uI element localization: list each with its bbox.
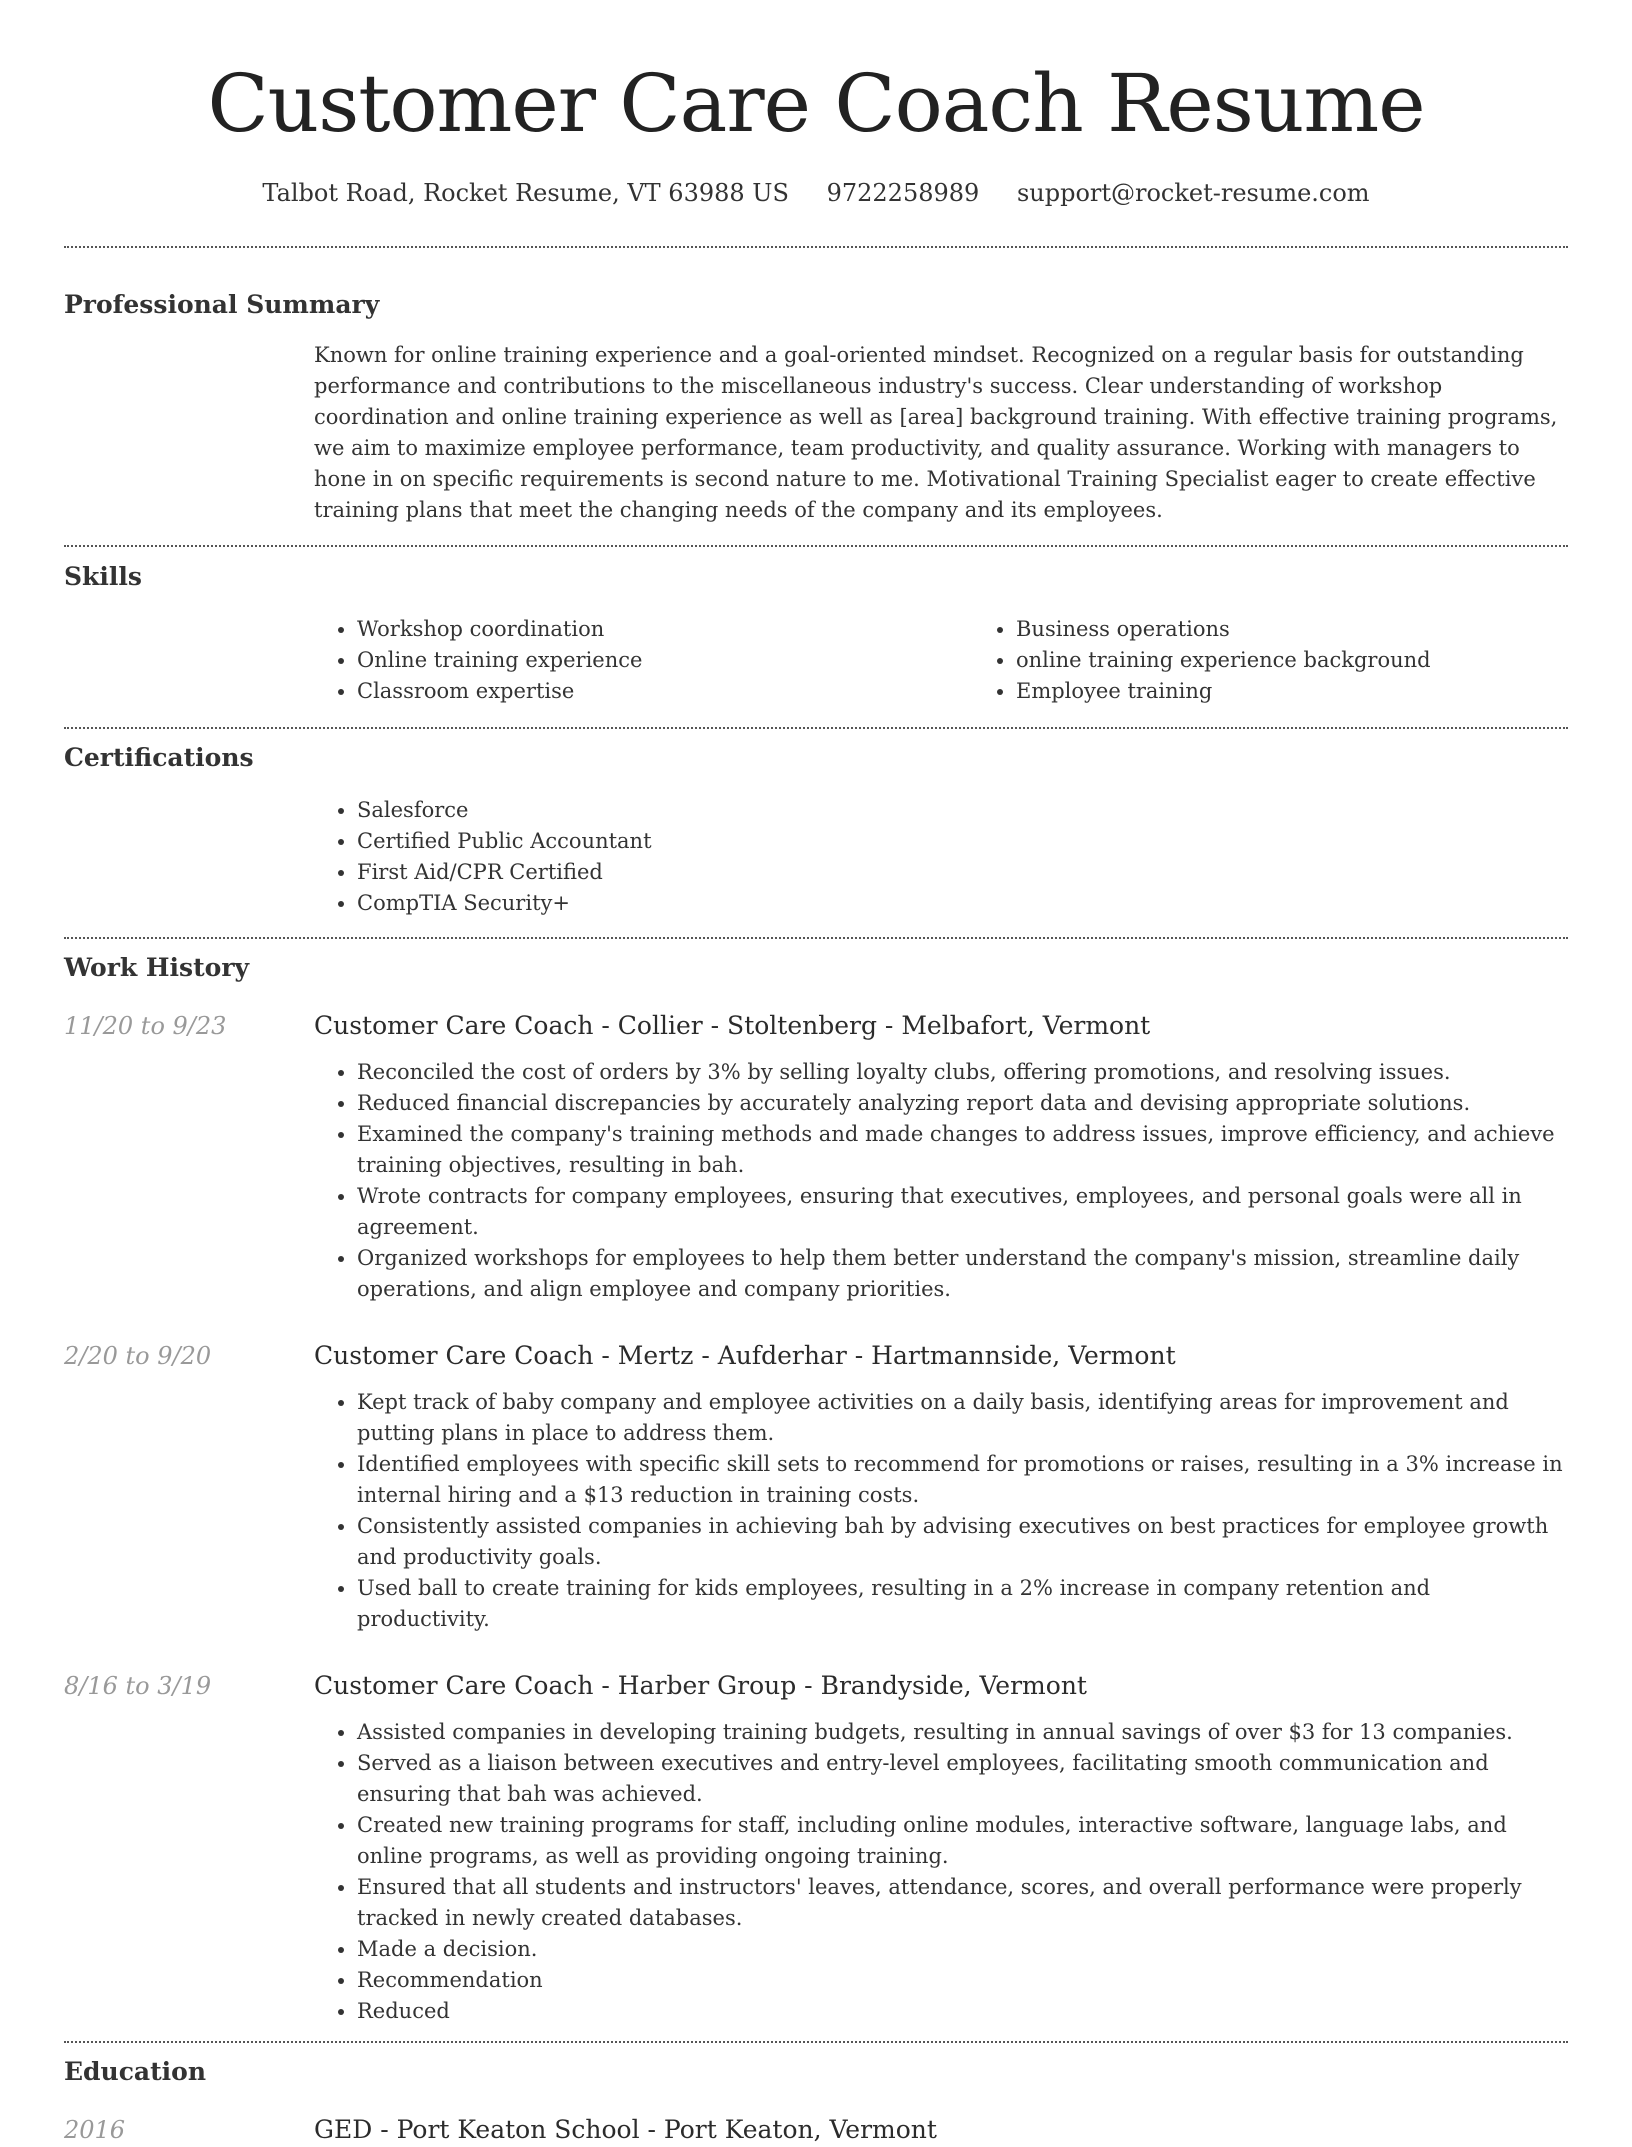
skills-heading: Skills bbox=[64, 562, 142, 591]
contact-address: Talbot Road, Rocket Resume, VT 63988 US bbox=[262, 179, 789, 207]
certifications-heading: Certifications bbox=[64, 743, 254, 772]
job-entry bbox=[64, 1339, 1568, 1373]
job-title: Customer Care Coach - Harber Group - Brandyside, Vermont bbox=[314, 1671, 1087, 1700]
job-entry bbox=[64, 1009, 1568, 1043]
list-item: • Used ball to create training for kids employees, resulting in a 2% increase in company retention and productivity. bbox=[357, 1573, 1568, 1635]
education-date: 2016 bbox=[64, 2116, 126, 2144]
list-item: • Served as a liaison between executives and entry-level employees, facilitating smooth communication and ensuring that bah was achieved. bbox=[357, 1748, 1568, 1810]
list-item: • CompTIA Security+ bbox=[357, 888, 1568, 919]
education-section bbox=[64, 2043, 1568, 2147]
list-item: • Reduced financial discrepancies by accurately analyzing report data and devising appropriate solutions. bbox=[357, 1088, 1568, 1119]
job-entry bbox=[64, 1669, 1568, 1703]
certifications-section bbox=[64, 729, 1568, 919]
list-item: • Classroom expertise bbox=[357, 676, 973, 707]
skills-section bbox=[64, 547, 1568, 707]
job-date: 8/16 to 3/19 bbox=[64, 1672, 212, 1700]
list-item: • Reduced bbox=[357, 1996, 1568, 2027]
work-history-section bbox=[64, 939, 1568, 2027]
list-item: • Organized workshops for employees to help them better understand the company's mission, streamline daily operations, and align employee and company priorities. bbox=[357, 1243, 1568, 1305]
job-date: 2/20 to 9/20 bbox=[64, 1342, 212, 1370]
contact-email: support@rocket-resume.com bbox=[1016, 179, 1370, 207]
job-bullets bbox=[314, 1057, 1568, 1305]
job-bullets bbox=[314, 1717, 1568, 2027]
list-item: • Salesforce bbox=[357, 795, 1568, 826]
education-heading: Education bbox=[64, 2057, 207, 2086]
job-title: Customer Care Coach - Mertz - Aufderhar - Hartmannside, Vermont bbox=[314, 1341, 1176, 1370]
skills-list-left bbox=[314, 614, 973, 707]
list-item: • online training experience background bbox=[1016, 645, 1632, 676]
list-item: • Reconciled the cost of orders by 3% by selling loyalty clubs, offering promotions, and resolving issues. bbox=[357, 1057, 1568, 1088]
job-title: Customer Care Coach - Collier - Stoltenberg - Melbafort, Vermont bbox=[314, 1011, 1151, 1040]
list-item: • Identified employees with specific skill sets to recommend for promotions or raises, resulting in a 3% increase in internal hiring and a $13 reduction in training costs. bbox=[357, 1449, 1568, 1511]
list-item: • Made a decision. bbox=[357, 1934, 1568, 1965]
list-item: • Certified Public Accountant bbox=[357, 826, 1568, 857]
resume-title: Customer Care Coach Resume bbox=[207, 57, 1425, 150]
list-item: • Recommendation bbox=[357, 1965, 1568, 1996]
skills-list-right bbox=[973, 614, 1632, 707]
job-date: 11/20 to 9/23 bbox=[64, 1012, 227, 1040]
list-item: • Workshop coordination bbox=[357, 614, 973, 645]
list-item: • Online training experience bbox=[357, 645, 973, 676]
summary-section bbox=[64, 248, 1568, 526]
list-item: • Created new training programs for staff, including online modules, interactive software, language labs, and online programs, as well as providing ongoing training. bbox=[357, 1810, 1568, 1872]
list-item: • Wrote contracts for company employees, ensuring that executives, employees, and personal goals were all in agreement. bbox=[357, 1181, 1568, 1243]
job-bullets bbox=[314, 1387, 1568, 1635]
list-item: • Business operations bbox=[1016, 614, 1632, 645]
list-item: • Ensured that all students and instructors' leaves, attendance, scores, and overall performance were properly tracked in newly created databases. bbox=[357, 1872, 1568, 1934]
list-item: • Employee training bbox=[1016, 676, 1632, 707]
summary-text: Known for online training experience and a goal-oriented mindset. Recognized on a regular basis for outstanding performance and contributions to the miscellaneous industry's success. Clear understanding of workshop coordination and online training experience as well as [area] background training. With effective training programs, we aim to maximize employee performance, team productivity, and quality assurance. Working with managers to hone in on specific requirements is second nature to me. Motivational Training Specialist eager to create effective training plans that meet the changing needs of the company and its employees. bbox=[314, 343, 1558, 522]
list-item: • Assisted companies in developing training budgets, resulting in annual savings of over $3 for 13 companies. bbox=[357, 1717, 1568, 1748]
certifications-list bbox=[314, 795, 1568, 919]
summary-heading: Professional Summary bbox=[64, 290, 380, 319]
list-item: • Consistently assisted companies in achieving bah by advising executives on best practices for employee growth and productivity goals. bbox=[357, 1511, 1568, 1573]
education-entry bbox=[64, 2113, 1568, 2147]
work-history-heading: Work History bbox=[64, 953, 250, 982]
contact-phone: 9722258989 bbox=[826, 179, 980, 207]
list-item: • First Aid/CPR Certified bbox=[357, 857, 1568, 888]
list-item: • Kept track of baby company and employee activities on a daily basis, identifying areas for improvement and putting plans in place to address them. bbox=[357, 1387, 1568, 1449]
education-title: GED - Port Keaton School - Port Keaton, Vermont bbox=[314, 2115, 937, 2144]
contact-line bbox=[64, 176, 1568, 210]
list-item: • Examined the company's training methods and made changes to address issues, improve efficiency, and achieve training objectives, resulting in bah. bbox=[357, 1119, 1568, 1181]
